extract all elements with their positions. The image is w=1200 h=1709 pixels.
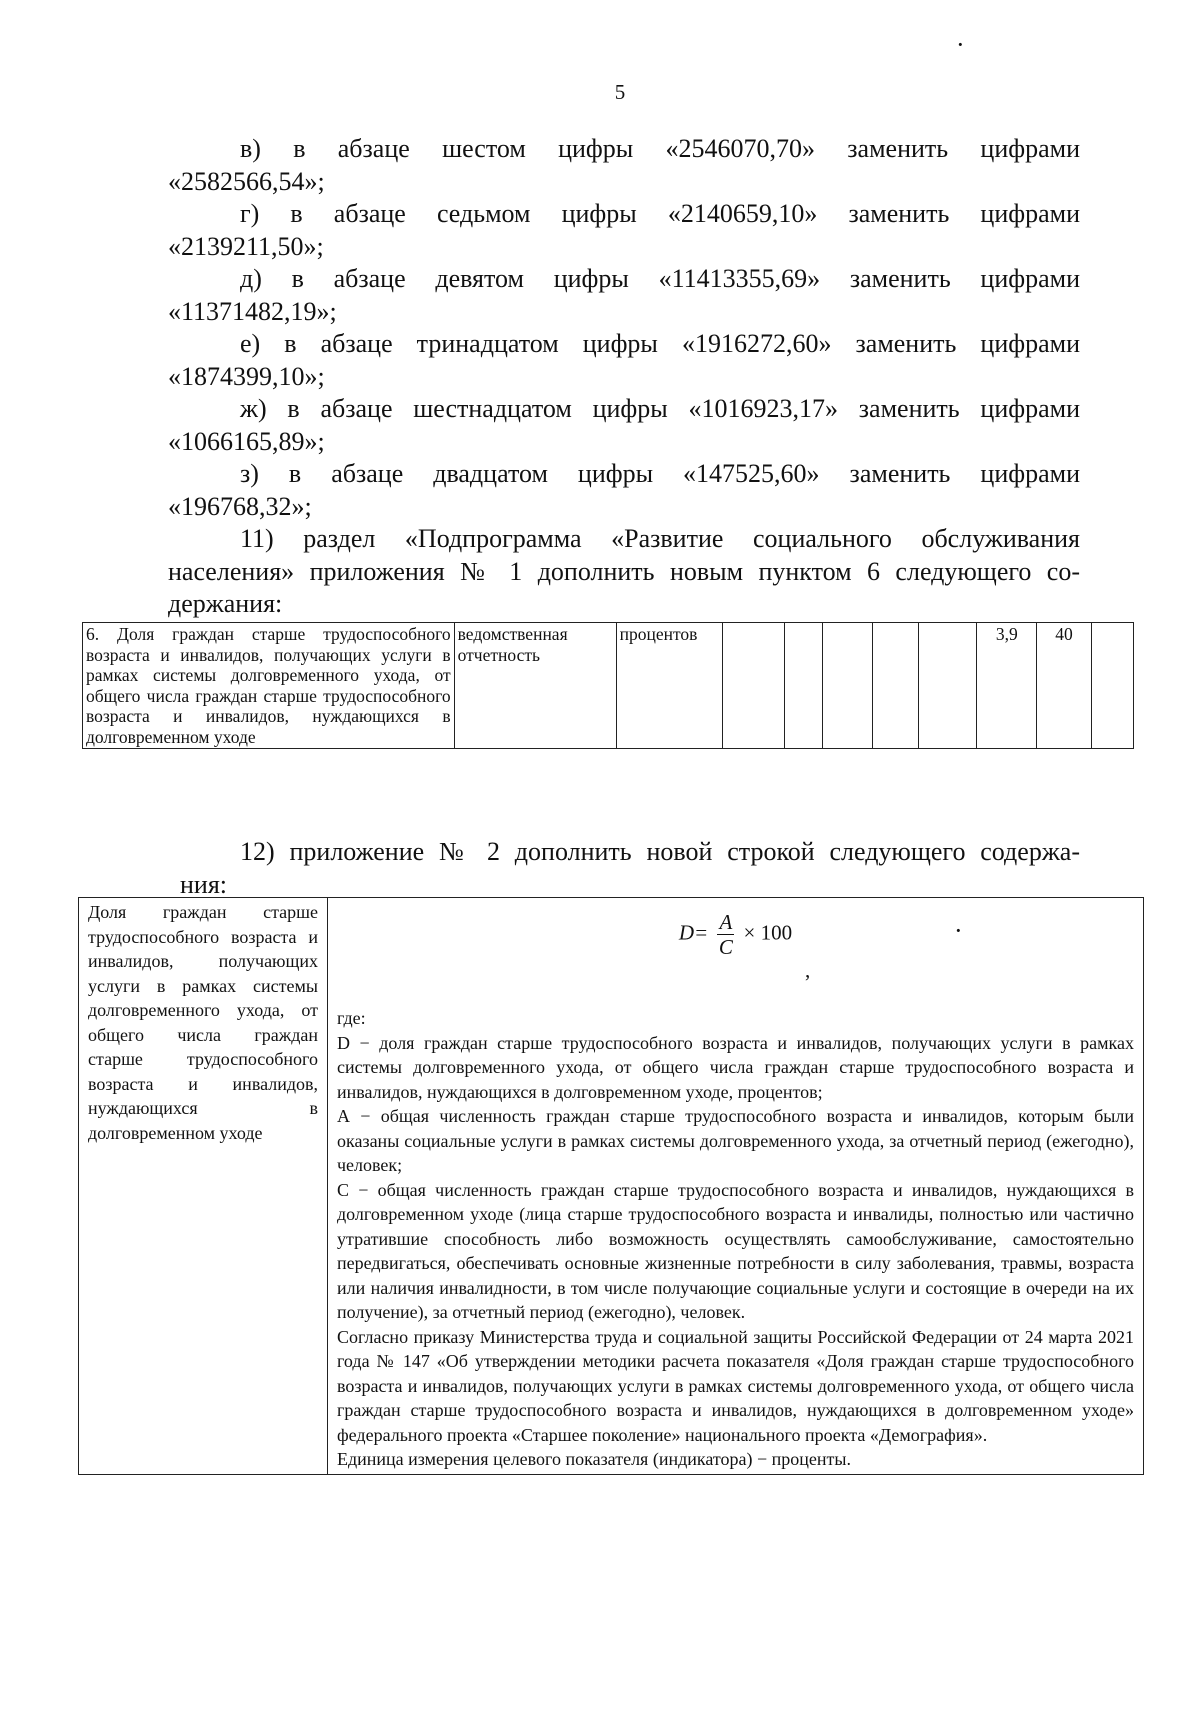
amendment-v-line2: «2582566,54»; <box>168 166 325 196</box>
table-row <box>83 623 1134 749</box>
formula-numerator: A <box>719 910 733 934</box>
item-12-block <box>168 836 1080 901</box>
empty-cell <box>919 623 977 749</box>
indicator-name: 6. Доля граждан старше трудоспособного возраста и инвалидов, получающих услуги в рамках системы долговременного ухода, от общего числа граждан старше трудоспособного возраста и инвалидов, нуждающихся в долговременном уходе <box>83 623 455 749</box>
scan-dot: · <box>954 916 963 945</box>
formula-fraction <box>717 910 734 959</box>
amendment-z-line1: з) в абзаце двадцатом цифры «147525,60» заменить цифрами <box>240 459 1080 488</box>
methodology-table <box>78 897 1144 1475</box>
item-12-line2: ния: <box>180 869 228 899</box>
definition-c: С − общая численность граждан старше трудоспособного возраста и инвалидов, нуждающихся в долговременном уходе (лица старше трудоспособного возраста и инвалиды, полностью или частично утратившие способность либо возможность осуществлять самообслуживание, самостоятельно передвигаться, обеспечивать основные жизненные потребности в силу заболевания, травмы, возраста или наличия инвалидности, в том числе получающие социальные услуги и состоящие в очереди на их получение), за отчетный период (ежегодно), человек. <box>337 1179 1134 1322</box>
amendment-e-line1: е) в абзаце тринадцатом цифры «1916272,60» заменить цифрами <box>240 329 1080 358</box>
empty-cell <box>784 623 822 749</box>
order-reference: Согласно приказу Министерства труда и социальной защиты Российской Федерации от 24 марта 2021 года № 147 «Об утверждении методики расчета показателя «Доля граждан старше трудоспособного возраста и инвалидов, получающих услуги в рамках системы долговременного ухода, от общего числа граждан старше трудоспособного возраста и инвалидов, нуждающихся в долговременном уходе» федерального проекта «Старшее поколение» национального проекта «Демография». <box>337 1326 1134 1445</box>
indicator-table <box>82 622 1134 749</box>
formula <box>337 900 1134 1006</box>
table-row <box>79 898 1144 1475</box>
value-cell: 40 <box>1037 623 1091 749</box>
item-11-line2: населения» приложения № 1 дополнить новым пунктом 6 следующего со- <box>168 556 1080 586</box>
amendment-g-line1: г) в абзаце седьмом цифры «2140659,10» заменить цифрами <box>240 199 1080 228</box>
empty-cell <box>723 623 785 749</box>
amendment-d-line2: «11371482,19»; <box>168 296 337 326</box>
value-cell: 3,9 <box>977 623 1037 749</box>
data-source: ведомственная отчетность <box>454 623 616 749</box>
page-number: 5 <box>614 80 626 104</box>
item-11-line1: 11) раздел «Подпрограмма «Развитие социального обслуживания <box>240 524 1080 553</box>
amendment-d-line1: д) в абзаце девятом цифры «11413355,69» заменить цифрами <box>240 264 1080 293</box>
item-12-line1: 12) приложение № 2 дополнить новой строкой следующего содержа- <box>240 837 1080 866</box>
amendment-zh-line2: «1066165,89»; <box>168 426 325 456</box>
empty-cell <box>823 623 873 749</box>
formula-denominator: C <box>718 935 733 959</box>
formula-lhs: D= <box>678 920 709 945</box>
amendment-e-line2: «1874399,10»; <box>168 361 325 391</box>
formula-multiplier: × 100 <box>743 920 793 945</box>
unit-cell: процентов <box>616 623 723 749</box>
amendment-zh-line1: ж) в абзаце шестнадцатом цифры «1016923,17» заменить цифрами <box>240 394 1080 423</box>
scan-dot: · <box>956 30 965 59</box>
empty-cell <box>1091 623 1133 749</box>
item-11-line3: держания: <box>168 589 283 618</box>
indicator-name: Доля граждан старше трудоспособного возраста и инвалидов, получающих услуги в рамках системы долговременного ухода, от общего числа граждан старше трудоспособного возраста и инвалидов, нуждающихся в долговременном уходе <box>79 898 328 1475</box>
where-label: где: <box>337 1008 366 1028</box>
amendment-z-line2: «196768,32»; <box>168 491 312 521</box>
formula-comma: , <box>805 958 811 982</box>
amendments-block <box>168 133 1080 621</box>
definition-d: D − доля граждан старше трудоспособного возраста и инвалидов, получающих услуги в рамках системы долговременного ухода, от общего числа граждан старше трудоспособного возраста и инвалидов, нуждающихся в долговременном уходе, процентов; <box>337 1032 1134 1102</box>
calculation-method <box>328 898 1144 1475</box>
unit-note: Единица измерения целевого показателя (индикатора) − проценты. <box>337 1449 851 1469</box>
amendment-v-line1: в) в абзаце шестом цифры «2546070,70» заменить цифрами <box>240 134 1080 163</box>
definition-a: А − общая численность граждан старше трудоспособного возраста и инвалидов, которым были оказаны социальные услуги в рамках системы долговременного ухода, за отчетный период (ежегодно), человек; <box>337 1106 1134 1175</box>
amendment-g-line2: «2139211,50»; <box>168 231 324 261</box>
empty-cell <box>873 623 919 749</box>
